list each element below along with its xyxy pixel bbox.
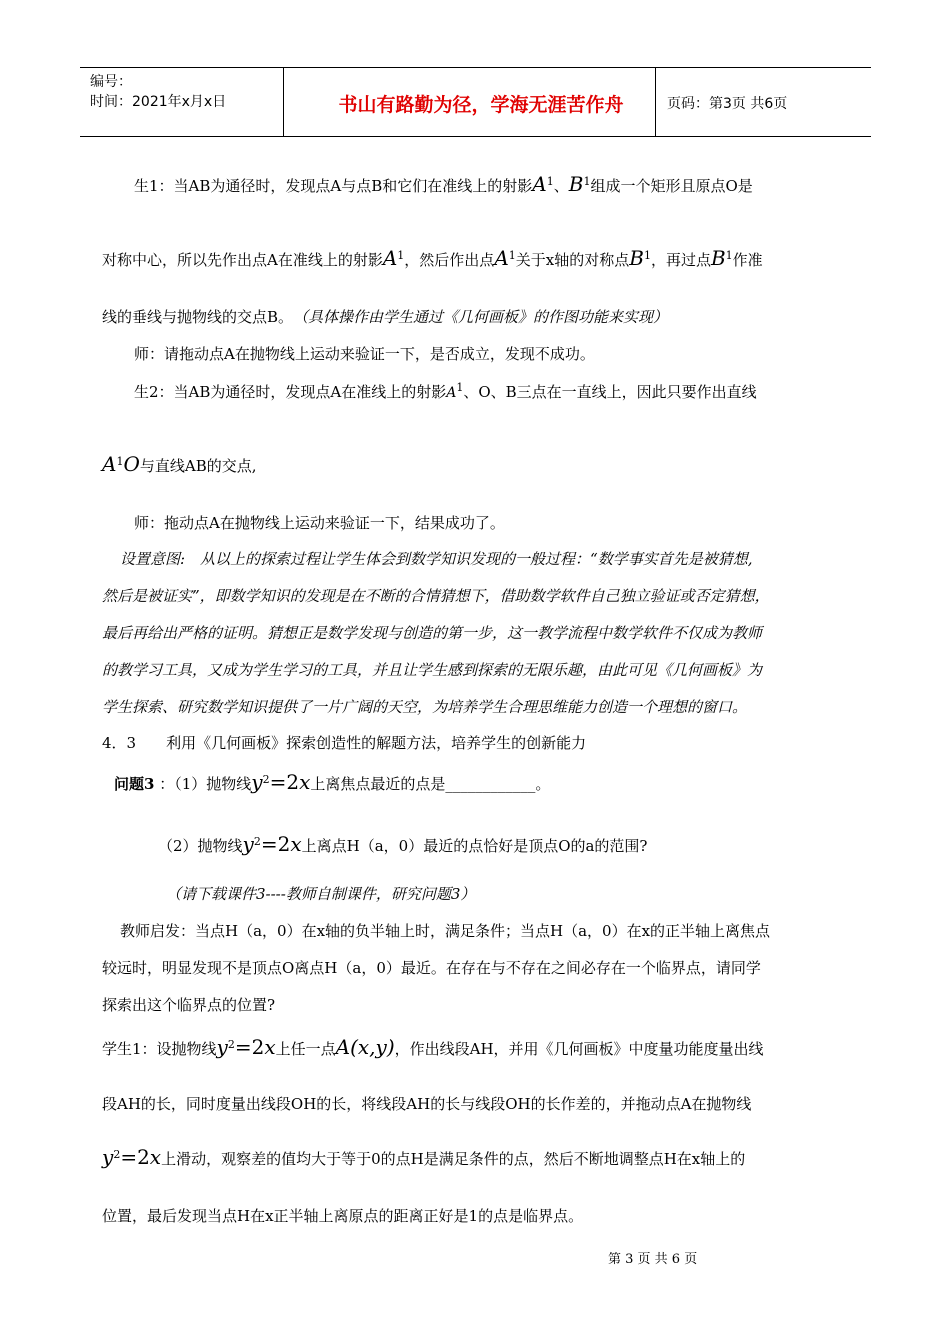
text: 上离焦点最近的点是____________。 — [310, 775, 551, 793]
paragraph-line: 师：请拖动点A在抛物线上运动来验证一下，是否成立，发现不成功。 — [134, 345, 595, 363]
text: ：（1）抛物线 — [159, 775, 252, 793]
italic-note: （具体操作由学生通过《几何画板》的作图功能来实现） — [300, 308, 669, 326]
design-intent-line: 学生探索、研究数学知识提供了一片广阔的天空，为培养学生合理思维能力创造一个理想的窗口。 — [102, 698, 748, 716]
math-sup: 2 — [227, 1038, 235, 1051]
hint-line: 探索出这个临界点的位置? — [102, 996, 276, 1014]
math-x: x — [299, 770, 311, 794]
header-page-label: 页码：第3页 共6页 — [667, 96, 788, 112]
text: 与直线AB的交点, — [139, 457, 257, 475]
text: 上滑动，观察差的值均大于等于0的点H是满足条件的点，然后不断地调整点H在x轴上的 — [161, 1150, 746, 1168]
text: ，再过点 — [650, 251, 711, 269]
text: （2）抛物线 — [158, 837, 243, 855]
text: 生2：当AB为通径时，发现点A在准线上的射影 — [134, 383, 447, 401]
hint-line: 教师启发：当点H（a，0）在x轴的负半轴上时，满足条件；当点H（a，0）在x的正半轴上离焦点 — [120, 922, 771, 940]
math-sup: 1 — [725, 249, 733, 262]
math-rhs: =2 — [260, 832, 291, 856]
header-divider — [655, 68, 656, 136]
math-A: A — [446, 385, 457, 401]
math-sup: 1 — [397, 249, 405, 262]
text: 关于x轴的对称点 — [515, 251, 630, 269]
paragraph-line: 师：拖动点A在抛物线上运动来验证一下，结果成功了。 — [134, 514, 505, 532]
math-A: A — [532, 172, 547, 196]
hint-line: 较远时，明显发现不是顶点O离点H（a，0）最近。在存在与不存在之间必存在一个临界点，请同学 — [102, 959, 761, 977]
math-A: A — [102, 452, 117, 476]
text: 生1：当AB为通径时，发现点A与点B和它们在准线上的射影 — [134, 177, 533, 195]
problem-line — [158, 832, 647, 856]
math-sup: 1 — [643, 249, 651, 262]
problem-label: 问题3 — [114, 775, 155, 793]
math-A: A — [494, 246, 509, 270]
math-sup: 1 — [116, 455, 124, 468]
math-B: B — [710, 246, 726, 270]
math-x: x — [149, 1145, 162, 1169]
math-y: y — [242, 832, 254, 856]
math-y: y — [251, 770, 263, 794]
math-sup: 1 — [508, 249, 516, 262]
paragraph-line: 生1：当AB为通径时，发现点A与点B和它们在准线上的射影$A^1$、$B^1$组成一个矩形且原点O是 — [134, 172, 753, 196]
math-B: B — [568, 172, 584, 196]
design-intent-line: 的教学习工具，又成为学生学习的工具，并且让学生感到探索的无限乐趣，由此可见《几何画板》为 — [102, 661, 763, 679]
text: 对称中心，所以先作出点A在准线上的射影 — [102, 251, 383, 269]
text: 、O、B三点在一直线上，因此只要作出直线 — [463, 383, 757, 401]
header-motto: 书山有路勤为径，学海无涯苦作舟 — [338, 94, 624, 116]
date-label: 时间：2021年x月x日 — [90, 94, 227, 110]
header-meta — [90, 72, 226, 112]
paragraph-line — [134, 381, 757, 402]
text: 学生1：设抛物线 — [102, 1040, 217, 1058]
text: 作准 — [732, 251, 763, 269]
student-line — [102, 1035, 764, 1059]
text: 上离点H（a，0）最近的点恰好是顶点O的a的范围? — [301, 837, 648, 855]
math-A: A — [382, 246, 398, 270]
header-divider — [283, 68, 284, 136]
number-label: 编号： — [90, 74, 132, 90]
problem-line — [114, 770, 550, 794]
student-line: 位置，最后发现当点H在x正半轴上离原点的距离正好是1的点是临界点。 — [102, 1207, 584, 1225]
math-sup: 2 — [262, 773, 270, 786]
design-intent-line: 最后再给出严格的证明。猜想正是数学发现与创造的第一步，这一教学流程中数学软件不仅成为教师 — [102, 624, 763, 642]
math-y: y — [216, 1035, 228, 1059]
text: 上任一点 — [275, 1040, 336, 1058]
math-x: x — [264, 1035, 276, 1059]
text: ，作出线段AH，并用《几何画板》中度量功能度量出线 — [394, 1040, 764, 1058]
math-sup: 1 — [546, 175, 554, 188]
math-sup: 1 — [456, 381, 464, 394]
page-header — [80, 67, 871, 137]
section-heading: 4．3 利用《几何画板》探索创造性的解题方法，培养学生的创新能力 — [102, 734, 587, 752]
text: ，然后作出点 — [404, 251, 495, 269]
math-sup: 2 — [113, 1148, 121, 1161]
paragraph-line — [102, 246, 763, 270]
student-line — [102, 1145, 745, 1169]
math-rhs: =2 — [269, 770, 300, 794]
student-line: 段AH的长，同时度量出线段OH的长，将线段AH的长与线段OH的长作差的，并拖动点A在抛物线 — [102, 1095, 752, 1113]
text: 组成一个矩形且原点O是 — [590, 177, 753, 195]
math-y: y — [102, 1145, 114, 1169]
math-rhs: =2 — [120, 1145, 150, 1169]
paragraph-line — [102, 452, 256, 476]
math-rhs: =2 — [234, 1035, 265, 1059]
math-sup: 1 — [583, 175, 591, 188]
design-intent-line: 设置意图: 从以上的探索过程让学生体会到数学知识发现的一般过程：“数学事实首先是被猜想, — [120, 550, 753, 568]
math-B: B — [629, 246, 644, 270]
download-note: （请下载课件3----教师自制课件，研究问题3） — [166, 885, 476, 903]
text: 线的垂线与抛物线的交点B。 — [102, 308, 286, 326]
math-x: x — [290, 832, 302, 856]
math-point: A(x,y) — [335, 1035, 395, 1059]
paragraph-line — [102, 306, 668, 327]
math-O: O — [123, 452, 140, 476]
math-sup: 2 — [253, 835, 261, 848]
page-footer: 第 3 页 共 6 页 — [608, 1252, 698, 1267]
design-intent-line: 然后是被证实”，即数学知识的发现是在不断的合情猜想下，借助数学软件自己独立验证或否定猜想， — [102, 587, 770, 605]
